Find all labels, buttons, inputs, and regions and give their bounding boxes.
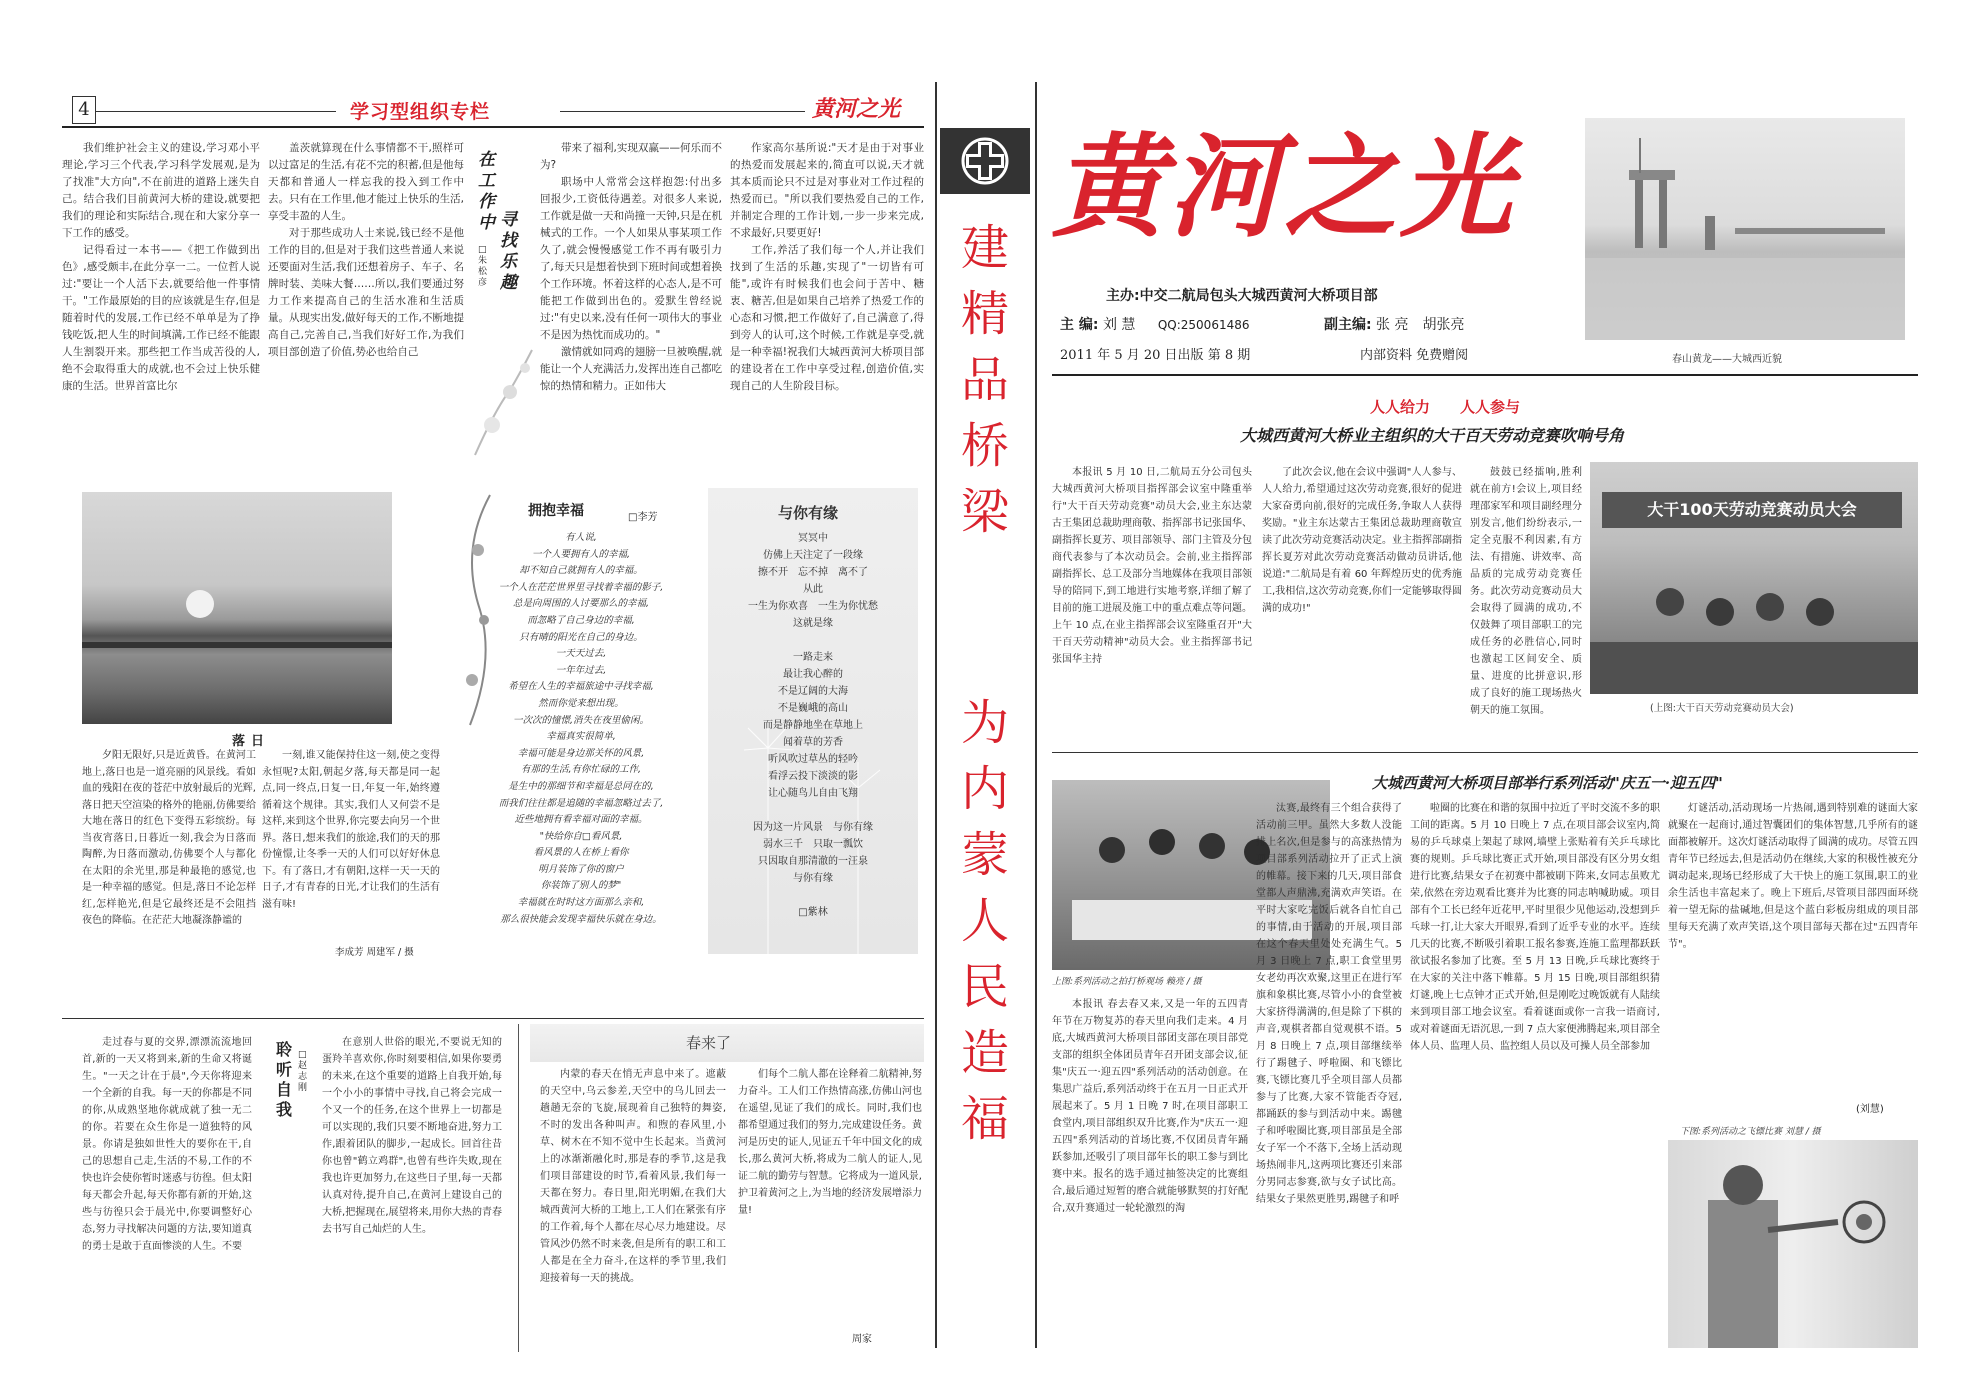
deputy-names: 张 亮 胡张亮 xyxy=(1376,317,1465,333)
editor-label: 主 编: xyxy=(1060,317,1099,333)
poem-line: 有人说, xyxy=(565,532,597,543)
news2-col2 xyxy=(1256,800,1402,1348)
sunset-para: 一刻,谁又能保持住这一刻,使之变得永恒呢?太阳,朝起夕落,每天都是同一起点,同一终点,日复一日,年复一年,始终遵循着这个规律。其实,我们人又何尝不是这样,来到这个世界,你完要去向另一个世界。落日,想来我们的旅途,我们的天的那份憧憬,让冬季一天的人们可以好好休息下。有了落日,才有朝阳,这样一天一天的日子,才有青春的日光,才让我们的生活有滋有味! xyxy=(262,750,440,910)
editor-qq: QQ:250061486 xyxy=(1157,318,1250,332)
ink-decoration xyxy=(470,340,536,460)
news1-col3 xyxy=(1470,464,1582,754)
column-title: 学习型组织专栏 xyxy=(350,101,491,123)
poem-line: 有那的生活,有你忙碌的工作, xyxy=(520,764,642,776)
poem-line: 看浮云投下淡淡的影 xyxy=(768,771,858,782)
poem-line: 却不知自己就拥有人的幸福。 xyxy=(519,565,643,577)
news2-para: 灯谜活动,活动现场一片热闹,遇到特别难的谜面大家就聚在一起商讨,通过智囊团们的集体智慧,几乎所有的谜面都被解开。这次灯谜活动取得了圆满的成功。尽管五四青年节已经远去,但是活动仍在继续,大家的积极性被充分调动起来,现场已经形成了大干快上的施工氛围,职工的业余生活也丰富起来了。晚上下班后,尽管项目部四面环绕着一望无际的盐碱地,但是这个蓝白彩板房组成的项目部里每天充满了欢声笑语,这个项目部每天都在过"五四青年节"。 xyxy=(1668,803,1918,950)
slogan-char: 品 xyxy=(960,352,1009,408)
poem-line: 希望在人生的幸福旅途中寻找幸福, xyxy=(508,681,654,693)
listen-col1 xyxy=(82,1034,252,1346)
article1-para: 记得看过一本书——《把工作做到出色》,感受颇丰,在此分享一二。一位哲人说过:"要让一个人活下去,就要给他一件事情干。"工作最原始的目的应该就是生存,但是随着时代的发展,工作已经不单单是为了挣钱吃饭,把人生的时间填满,工作已经不能跟人生割裂开来。那些把工作当成苦役的人,绝不会取得重大的成就,也不会过上快乐健康的生活。世界首富比尔 xyxy=(62,244,260,392)
bridge-photo xyxy=(1585,118,1905,340)
masthead-rule xyxy=(1052,374,1918,376)
poem-line: 冥冥中 xyxy=(798,533,828,544)
slogan-char: 人 xyxy=(960,893,1009,949)
meeting-photo-caption: (上图:大干百天劳动竞赛动员大会) xyxy=(1650,703,1794,714)
slogan-char: 福 xyxy=(960,1091,1009,1147)
spring-para: 内蒙的春天在悄无声息中来了。遮蔽的天空中,乌云参差,天空中的乌儿回去一趟趟无奈的飞旋,展现着自己独特的舞姿,不时的发出各种叫声。和煦的春风里,小草、树木在不知不觉中生长起来。当黄河上的冰渐渐融化时,那是春的季节,这是我们项目部建设的时节,看着风景,我们每一天都在努力。春日里,阳光明媚,在我们大城西黄河大桥的工地上,工人们在紧张有序的工作着,每个人都在尽心尽力地建设。尽管风沙仍然不时来袭,但是所有的职工和工人都是在全力奋斗,在这样的季节里,我们迎接着每一天的挑战。 xyxy=(540,1069,726,1284)
article1-col3 xyxy=(540,140,722,462)
news1-col1 xyxy=(1052,464,1252,754)
article1-col1 xyxy=(62,140,260,462)
poem-line: 而我们往往都是追随的幸福忽略过去了, xyxy=(498,797,664,809)
article1-para: 带来了福利,实现双赢——何乐而不为? xyxy=(540,142,722,171)
spring-para: 们每个二航人都在诠释着二航精神,努力奋斗。工人们工作热情高涨,仿佛山河也在遥望,见证了我们的成长。同时,我们也都希望通过我们的努力,完成建设任务。黄河是历史的证人,见证五千年中国文化的成长,那么黄河大桥,将成为二航人的证人,见证二航的勤劳与智慧。它将成为一道风景,护卫着黄河之上,为当地的经济发展增添力量! xyxy=(738,1069,922,1216)
sunset-author: 李成芳 周建军 / 摄 xyxy=(335,947,414,958)
sunset-photo xyxy=(82,492,392,724)
spring-col2 xyxy=(738,1066,922,1328)
title-char: 听 xyxy=(276,1060,293,1079)
listen-para: 走过春与夏的交界,漂漂流流地回首,新的一天又将到来,新的生命又将诞生。"一天之计在于晨",今天你将迎来一个全新的自我。每一天的你都是不同的你,从成熟坚地你就成就了独一无二的你。若要在众生你是一道独特的风景。你请是独如世性大的要你在干,自己的思想自己走,生活的不易,工作的不快也许会使你暂时迷惑与彷徨。但太阳每天都会升起,每天你都有新的开始,这些与彷徨只会于晨光中,你要调整好心态,努力寻找解决问题的方法,要知道真的勇士是敢于直面惨淡的人生。不要 xyxy=(82,1037,252,1252)
slogan-char: 建 xyxy=(960,220,1009,276)
poem-line: 一次次的憧憬,消失在夜里偷闲。 xyxy=(512,714,650,726)
happiness-poem xyxy=(466,530,696,928)
poem-author: □紫林 xyxy=(798,907,828,918)
deputy-label: 副主编: xyxy=(1323,317,1372,333)
poem-line: 然而你觉来想出现。 xyxy=(538,697,624,709)
poem-line: 一天天过去, xyxy=(555,648,607,660)
title-char: 乐 xyxy=(500,252,517,272)
news1-para: 了此次会议,他在会议中强调"人人参与、人人给力,希望通过这次劳动竞赛,很好的促进大家奋勇向前,很好的完成任务,争取人人获得奖励。"业主东达蒙古王集团总裁助理商敬宣读了此次劳动竞赛活动决定。业主指挥部副指挥长夏芳对此次劳动竞赛活动做动员讲话,他说道:"二航局是有着 60 年辉煌历史的优秀施工,我相信,这次劳动竞赛,你们一定能够取得圆满的成功!" xyxy=(1262,467,1462,614)
title-char: 聆 xyxy=(276,1040,293,1059)
poem-line: 看风景的人在桥上看你 xyxy=(533,847,629,859)
bridge-photo-caption: 春山黄龙——大城西近貌 xyxy=(1672,354,1782,365)
page-number: 4 xyxy=(78,99,90,120)
poem-line: 只有晴的阳光在自己的身边。 xyxy=(519,631,643,643)
happiness-title: 拥抱幸福 xyxy=(528,503,584,519)
article1-para: 我们维护社会主义的建设,学习邓小平理论,学习三个代表,学习科学发展观,是为了找准"大方向",不在前进的道路上迷失自己。结合我们目前黄河大桥的建设,就要把我们的理论和实际结合,现在和大家分享一下工作的感受。 xyxy=(62,142,260,239)
news2-para: 啦圈的比赛在和谐的氛围中拉近了平时交流不多的职工间的距离。5 月 10 日晚上 7 点,在项目部会议室内,简易的乒乓球桌上架起了球网,墙壁上张贴着有关乒乓球比赛的规则。乒乓球比赛正式开始,项目部没有区分男女组进行比赛,结果女子在初赛中都被刷下阵来,女同志虽败尤荣,依然在旁边观看比赛并为比赛的同志呐喊助威。项目部有个工长已经年近花甲,平时里很少见他运动,没想到乒乓球一打,让大家大开眼界,看到了近乎专业的水平。连续几天的比赛,不断吸引着职工报名参赛,连施工监理都跃跃欲试报名参加了比赛。至 5 月 13 日晚,乒乓球比赛终于在大家的关注中落下帷幕。5 月 15 日晚,项目部组织猜灯谜,晚上七点钟才正式开始,但是刚吃过晚饭就有人陆续来到项目部工地会议室。看着谜面或你一言我一语商讨,或对着谜面无语沉思,一到 7 点大家便沸腾起来,项目部全体人员、监理人员、监控组人员以及可操人员全部参加 xyxy=(1410,803,1660,1052)
ink-branch-icon xyxy=(470,340,536,460)
news2-para: 汰赛,最终有三个组合获得了活动前三甲。虽然大多数人没能排上名次,但是参与的高涨热情为项目部系列活动拉开了正式上演的帷幕。接下来的几天,项目部食堂都人声鼎沸,充满欢声笑语。在平时大家吃完饭后就各自忙自己的事情,由于活动的开展,项目部在这个春天里处处充满生气。5 月 3 日晚上 7 点,职工食堂里男女老幼再次欢聚,这里正在进行军旗和象棋比赛,尽管小小的食堂被大家挤得满满的,但是除了下棋的声音,观棋者都自觉观棋不语。5 月 8 日晚上 7 点,项目部继续举行了踢毽子、呼啦圈、和飞镖比赛,飞镖比赛几乎全项目部人员都参与了比赛,大家不管能否夺冠,都踊跃的参与到活动中来。踢毽子和呼啦圈比赛,项目部虽是全部女子军一个不落下,全场上活动现场热闹非凡,这两项比赛还引来部分男同志参赛,欲与女子试比高。结果女子果然更胜男,踢毽子和呼 xyxy=(1256,803,1402,1205)
slogan-char: 桥 xyxy=(960,418,1009,474)
fate-poem xyxy=(712,530,914,921)
masthead-distribution: 内部资料 免费赠阅 xyxy=(1360,348,1469,363)
sunset-caption: 落日 xyxy=(232,734,271,749)
poem-line: 总是向周围的人讨要那么的幸福, xyxy=(512,598,650,610)
news2-headline: 大城西黄河大桥项目部举行系列活动"庆五一·迎五四" xyxy=(1372,774,1723,792)
logo-box xyxy=(940,128,1030,194)
article1-para: 职场中人常常会这样抱怨:付出多回报少,工资低待遇差。对很多人来说,工作就是做一天和尚撞一天钟,只是在机械式的工作。一个人如果从事某项工作久了,就会慢慢感觉工作不再有吸引力了,每天只是想着快到下班时间或想着换个工作环境。怀着这样的心态人,是不可能把工作做到出色的。爱默生曾经说过:"有史以来,没有任何一项伟大的事业不是因为热忱而成功的。" xyxy=(540,176,722,341)
poem-line: 听风吹过草丛的轻吟 xyxy=(768,754,858,765)
masthead-title: 黄河之光 xyxy=(1052,122,1516,253)
article1-author: □朱松彦 xyxy=(478,245,488,288)
sunset-para: 夕阳无限好,只是近黄昏。在黄河工地上,落日也是一道亮丽的风景线。看如血的残阳在夜的苍茫中放射最后的光辉,落日把天空渲染的格外的艳丽,仿佛要给大地在落日的红色下变得五彩缤纷。每当夜宵落日,日暮近一刻,我会为日落而陶醉,为日落而激动,仿佛要个人与都化在太阳的余光里,那是种最艳的感觉,也是一种幸福的感觉。但是,落日不论怎样红,怎样艳光,但是它最终还是不会阻挡夜色的降临。在茫茫大地凝涤静谧的 xyxy=(82,750,256,926)
poem-line: 一路走来 xyxy=(793,652,833,663)
slogan-char: 为 xyxy=(960,695,1009,751)
slogan-char: 民 xyxy=(960,959,1009,1015)
listen-author: □赵志刚 xyxy=(298,1050,308,1093)
spring-title: 春来了 xyxy=(686,1034,732,1052)
poem-line: 只因取自那清澈的一汪泉 xyxy=(758,856,868,867)
poem-line: 擦不开 忘不掉 离不了 xyxy=(758,567,868,578)
poem-line: 因为这一片风景 与你有缘 xyxy=(753,822,873,833)
news1-kicker: 人人给力 人人参与 xyxy=(1370,398,1521,416)
sunset-col2 xyxy=(262,748,440,943)
poem-line: 你装饰了别人的梦" xyxy=(540,880,622,892)
article1-para: 对于那些成功人士来说,钱已经不是他工作的目的,但是对于我们这些普通人来说还要面对生活,我们还想着房子、车子、名牌时装、美味大餐……所以,我们要通过努力工作来提高自己的生活水准和生活质量。从现实出发,做好每天的工作,不断地提高自己,完善自己,当我们好好工作,为我们项目部创造了价值,势必也给自己 xyxy=(268,227,464,358)
article1-col4 xyxy=(730,140,924,462)
news2-para: 本报讯 春去春又来,又是一年的五四青年节在万物复苏的春天里向我们走来。4 月底,大城西黄河大桥项目部团支部在项目部党支部的组织全体团员青年召开团支部会议,征集"庆五一·迎五四"系列活动的活动创意。在集思广益后,系列活动终于在五月一日正式开展起来了。5 月 1 日晚 7 时,在项目部职工食堂内,项目部组织双升比赛,作为"庆五一·迎五四"系列活动的首场比赛,不仅团员青年踊跃参加,还吸引了项目部年长的职工参与到比赛中来。报名的选手通过抽签决定的比赛组合,最后通过短暂的磨合就能够默契的打好配合,双升赛通过一轮轮激烈的淘 xyxy=(1052,999,1248,1214)
poem-line: 一个人要拥有人的幸福, xyxy=(531,548,631,560)
page-number-box xyxy=(72,96,96,124)
title-char: 趣 xyxy=(500,273,517,293)
slogan-char: 梁 xyxy=(960,484,1009,540)
news2-col3 xyxy=(1410,800,1660,1348)
sunset-col1 xyxy=(82,748,256,958)
slogan-bottom xyxy=(940,690,1030,1152)
poem-line: 那么很快能会发现幸福快乐就在身边。 xyxy=(500,913,662,925)
title-char: 自 xyxy=(276,1080,293,1099)
poem-line: 幸福可能是身边那关怀的风景, xyxy=(517,747,645,759)
poem-line: 不是巍峨的高山 xyxy=(778,703,848,714)
sunset-sun-icon xyxy=(82,492,392,724)
title-char: 作 xyxy=(478,192,495,212)
poem-line: 明月装饰了你的窗户 xyxy=(538,863,624,875)
fate-title: 与你有缘 xyxy=(778,504,839,522)
article1-title xyxy=(478,150,518,350)
article1-para: 工作,养活了我们每一个人,并让我们找到了生活的乐趣,实现了"一切皆有可能",或许有时候我们也会问于苦中、糖衷、糖苦,但是如果自己培养了热爱工作的心态和习惯,把工作做好了,自己满意了,得到旁人的认可,这个时候,工作就是享受,就是一种幸福!祝我们大城西黄河大桥项目部的建设者在工作中享受过程,创造价值,实现自己的人生阶段目标。 xyxy=(730,244,924,392)
activity-photo-caption: 上图:系列活动之拍打桥观场 赖亮 / 摄 xyxy=(1052,977,1202,987)
masthead-small: 黄河之光 xyxy=(812,96,901,122)
poem-line: 近些地拥有看幸福对面的幸福。 xyxy=(514,814,648,826)
article1-para: 盖茨就算现在什么事情都不干,照样可以过富足的生活,有花不完的积蓄,但是他每天都和普通人一样忘我的投入到工作中去。只有在工作里,他才能过上快乐的生活,享受丰盈的人生。 xyxy=(268,142,464,222)
poem-line: 一年年过去, xyxy=(555,664,607,676)
poem-line: 从此 xyxy=(803,584,823,595)
listen-para: 在意别人世俗的眼光,不要说无知的蛋羚羊喜欢你,你时刻要相信,如果你要勇的未来,在这个重要的道路上自我开始,每一个小小的事情中寻找,自己将会完成一个又一个的任务,在这个世界上一切都是可以实现的,我们只要不断地奋进,努力工作,跟着团队的脚步,一起成长。回首往昔你也曾"鹤立鸡群",也曾有些许失败,现在我也许更加努力,在这些日子里,每一天都认真对待,提升自己,在黄河上建设自己的大桥,把握现在,展望将来,用你大热的青春去书写自己灿烂的人生。 xyxy=(322,1037,502,1235)
title-char: 我 xyxy=(276,1100,293,1119)
poem-line: 让心随鸟儿自由飞翔 xyxy=(768,788,858,799)
article1-para: 作家高尔基所说:"天才是由于对事业的热爱而发展起来的,简直可以说,天才就其本质而论只不过是对事业对工作过程的热爱而已。"所以我们要热爱自己的工作,并制定合理的工作计划,一步一步来完成,不求最好,只要更好! xyxy=(730,142,924,239)
mid-rule-left xyxy=(62,1018,924,1019)
dartboard-icon xyxy=(1668,1140,1918,1348)
company-logo-icon xyxy=(940,128,1030,194)
article1-col2 xyxy=(268,140,464,462)
news2-col4 xyxy=(1668,800,1918,1116)
spring-author: 周家 xyxy=(852,1334,872,1345)
poem-line: 一生为你欢喜 一生为你忧愁 xyxy=(748,601,878,612)
poem-line: 闻着草的芳香 xyxy=(783,737,843,748)
title-char: 寻 xyxy=(500,210,517,230)
slogan-char: 造 xyxy=(960,1025,1009,1081)
news1-para: 本报讯 5 月 10 日,二航局五分公司包头大城西黄河大桥项目指挥部会议室中隆重举行"大干百天劳动竞赛"动员大会,业主东达蒙古王集团总裁助理商敬、指挥部书记张国华、副指挥长夏芳、项目部领导、部门主管及分包商代表参与了本次动员会。会前,业主指挥部副指挥长、总工及部分当地媒体在我项目部领导的陪同下,到工地进行实地考察,详细了解了目前的施工进展及施工中的重点难点等问题。上午 10 点,在业主指挥部会议室隆重召开"大干百天劳动精神"动员大会。业主指挥部书记张国华主持 xyxy=(1052,467,1252,665)
news-divider xyxy=(1052,752,1918,753)
title-char: 工 xyxy=(478,171,495,191)
poem-line: 一个人在茫茫世界里寻找着幸福的影子, xyxy=(498,581,664,593)
masthead-issue: 2011 年 5 月 20 日出版 第 8 期 xyxy=(1060,348,1251,363)
poem-line: 幸福真实很简单, xyxy=(546,731,616,743)
meeting-attendees-icon xyxy=(1590,462,1918,694)
slogan-char: 精 xyxy=(960,286,1009,342)
slogan-top xyxy=(940,215,1030,545)
news1-para: 鼓鼓已经擂响,胜利就在前方!会议上,项目经理邵家军和项目副经理分别发言,他们纷纷表示,一定全克服不利因素,有方法、有措施、讲效率、高品质的完成劳动竞赛任务。此次劳动竞赛动员大会取得了圆满的成功,不仅鼓舞了项目部职工的完成任务的必胜信心,同时也激起工区间安全、质量、进度的比拼意识,形成了良好的施工现场热火朝天的施工氛围。 xyxy=(1470,467,1582,716)
slogan-char: 蒙 xyxy=(960,827,1009,883)
poem-line: 幸福就在时时这方面那么亲和, xyxy=(517,897,645,909)
poem-line: 是生中的那细节和幸福是总同在的, xyxy=(508,780,654,792)
poem-line: 仿佛上天注定了一段缘 xyxy=(763,550,863,561)
title-char: 找 xyxy=(500,231,517,251)
poem-line: 弱水三千 只取一瓢饮 xyxy=(763,839,863,850)
poem-line: 最让我心醉的 xyxy=(783,669,843,680)
poem-line: 而忽略了自己身边的幸福, xyxy=(527,614,635,626)
article1-para: 激情就如同鸡的翅膀一旦被唤醒,就能让一个人充满活力,发挥出连自己都吃惊的热情和精力。正如伟大 xyxy=(540,346,722,392)
news2-author: (刘慧) xyxy=(1856,1104,1884,1115)
spring-col1 xyxy=(540,1066,726,1346)
header-rule-mid xyxy=(560,111,805,112)
news2-col1 xyxy=(1052,996,1248,1348)
poem-line: 不是辽阔的大海 xyxy=(778,686,848,697)
title-char: 中 xyxy=(478,213,495,233)
news1-headline: 大城西黄河大桥业主组织的大干百天劳动竞赛吹响号角 xyxy=(1240,426,1625,445)
title-char: 在 xyxy=(478,150,495,170)
poem-line: 这就是缘 xyxy=(793,618,833,629)
meeting-banner-text: 大干100天劳动竞赛动员大会 xyxy=(1647,500,1857,519)
darts-photo-caption: 下图:系列活动之飞镖比赛 刘慧 / 摄 xyxy=(1680,1127,1821,1137)
editor-name: 刘 慧 xyxy=(1102,317,1136,333)
poem-line: "快给你自□看风景, xyxy=(539,830,623,842)
poem-line: 与你有缘 xyxy=(793,873,833,884)
header-rule-left xyxy=(96,111,336,112)
meeting-photo xyxy=(1590,462,1918,694)
news1-col2 xyxy=(1262,464,1462,754)
listen-title xyxy=(268,1040,318,1160)
darts-photo xyxy=(1668,1140,1918,1348)
listen-col2 xyxy=(322,1034,502,1346)
header-rule-bottom xyxy=(62,126,924,128)
happiness-author: □李芳 xyxy=(628,512,658,523)
bridge-construction-icon xyxy=(1585,118,1905,340)
poem-line: 而是静静地坐在草地上 xyxy=(763,720,863,731)
masthead-editor-row xyxy=(1060,314,1464,334)
slogan-char: 内 xyxy=(960,761,1009,817)
listen-divider xyxy=(518,1024,519,1352)
masthead-sponsor: 主办:中交二航局包头大城西黄河大桥项目部 xyxy=(1106,288,1378,304)
